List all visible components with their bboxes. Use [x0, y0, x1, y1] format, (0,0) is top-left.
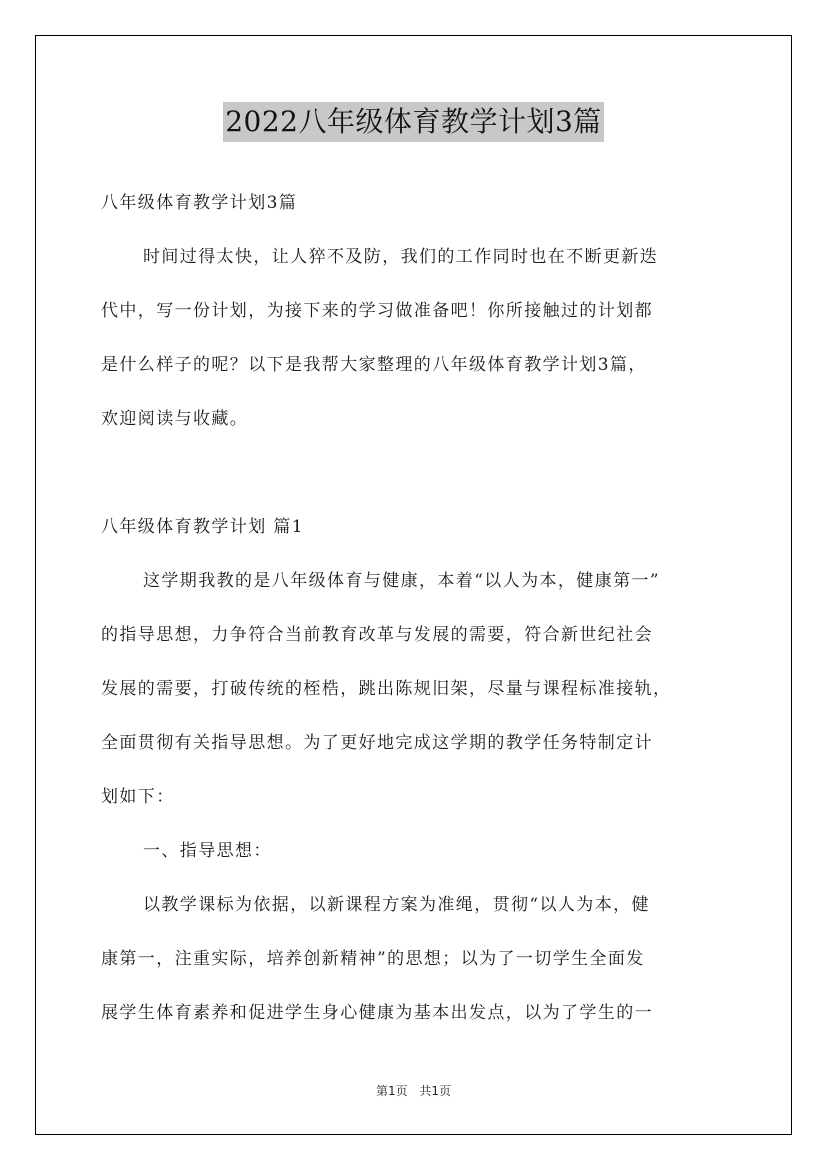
subtitle: 八年级体育教学计划3篇: [101, 193, 298, 213]
para1-line-5: 划如下：: [101, 787, 175, 807]
para1-line-4: 全面贯彻有关指导思想。为了更好地完成这学期的教学任务特制定计: [101, 733, 653, 753]
paragraph-spacer: [101, 446, 726, 500]
intro-line-3: 是什么样子的呢？以下是我帮大家整理的八年级体育教学计划3篇，: [101, 355, 647, 375]
page-number: 第1页: [375, 1084, 408, 1098]
para2-line-3: 展学生体育素养和促进学生身心健康为基本出发点，以为了学生的一: [101, 1003, 653, 1023]
page-total: 共1页: [419, 1084, 452, 1098]
para1-line-1: 这学期我教的是八年级体育与健康，本着“以人为本，健康第一”: [143, 571, 660, 591]
subheading: 一、指导思想：: [143, 841, 272, 861]
document-body: [101, 176, 726, 1040]
intro-line-4: 欢迎阅读与收藏。: [101, 409, 249, 429]
para2-line-2: 康第一，注重实际，培养创新精神”的思想；以为了一切学生全面发: [101, 949, 645, 969]
title-container: [0, 102, 827, 142]
para2-line-1: 以教学课标为依据，以新课程方案为准绳，贯彻“以人为本，健: [143, 895, 650, 915]
para1-line-3: 发展的需要，打破传统的桎梏，跳出陈规旧架，尽量与课程标准接轨，: [101, 679, 672, 699]
intro-line-2: 代中，写一份计划，为接下来的学习做准备吧！你所接触过的计划都: [101, 301, 653, 321]
document-title: 2022八年级体育教学计划3篇: [223, 102, 604, 142]
intro-line-1: 时间过得太快，让人猝不及防，我们的工作同时也在不断更新迭: [143, 247, 659, 267]
page-footer: [0, 1082, 827, 1099]
section-heading: 八年级体育教学计划 篇1: [101, 517, 305, 537]
para1-line-2: 的指导思想，力争符合当前教育改革与发展的需要，符合新世纪社会: [101, 625, 653, 645]
